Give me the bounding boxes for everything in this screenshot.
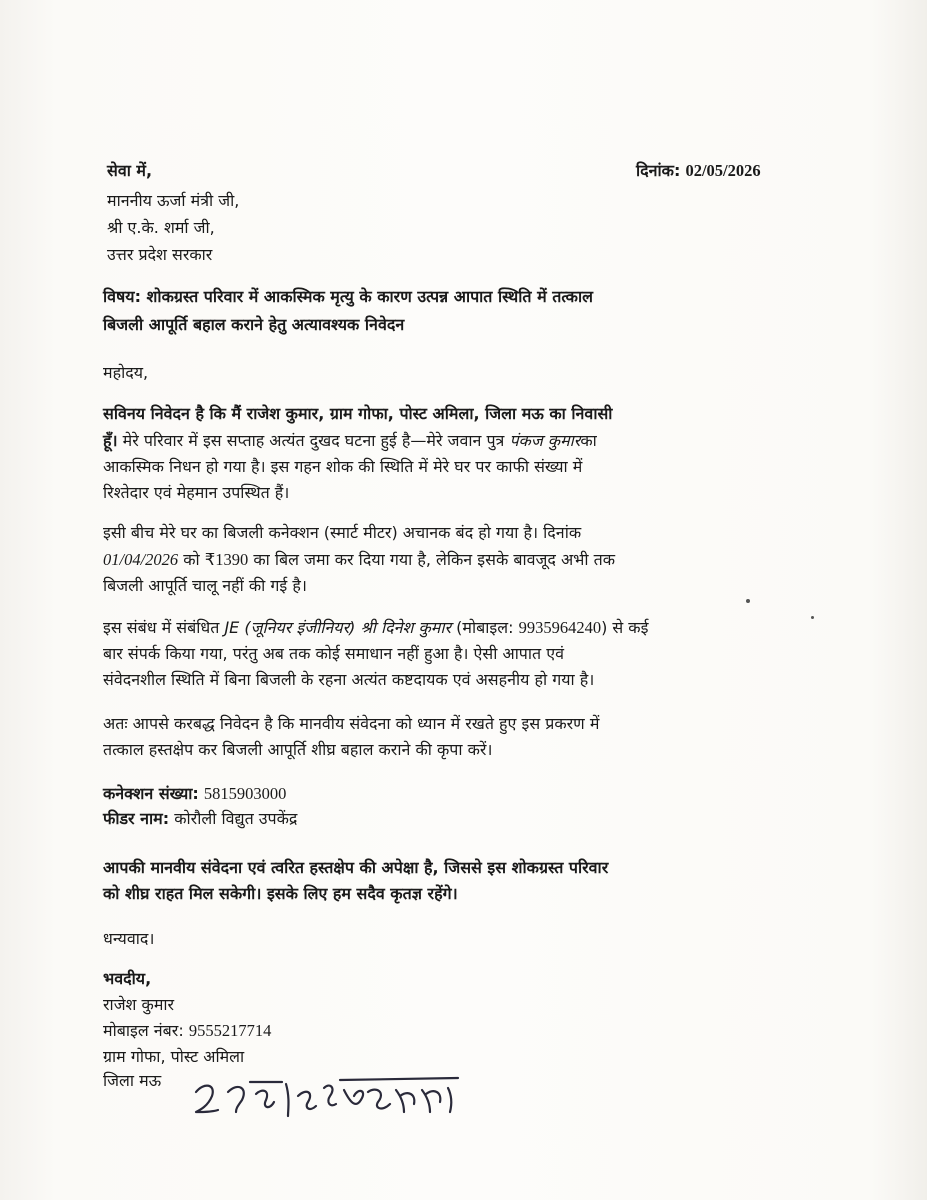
je-mobile: 9935964240 bbox=[518, 618, 602, 637]
para3-text-b: (मोबाइल: bbox=[451, 618, 519, 637]
sender-name: राजेश कुमार bbox=[103, 995, 175, 1014]
para1-text-b: का bbox=[580, 431, 597, 450]
para3-text-c: ) से कई bbox=[601, 618, 649, 637]
connection-value: 5815903000 bbox=[203, 784, 287, 803]
para3-line-2: बार संपर्क किया गया, परंतु अब तक कोई समाधान नहीं हुआ है। ऐसी आपात एवं bbox=[103, 644, 564, 663]
subject-text-1: शोकग्रस्त परिवार में आकस्मिक मृत्यु के कारण उत्पन्न आपात स्थिति में तत्काल bbox=[146, 287, 593, 306]
para2-text-a: को bbox=[178, 550, 205, 569]
para3-line-1 bbox=[103, 617, 648, 639]
para3-text-a: इस संबंध में संबंधित bbox=[103, 618, 225, 637]
address-line-1: ग्राम गोफा, पोस्ट अमिला bbox=[103, 1047, 245, 1066]
date-label: दिनांक: bbox=[636, 161, 681, 180]
mobile-label: मोबाइल नंबर: bbox=[103, 1021, 184, 1040]
para3-line-3: संवेदनशील स्थिति में बिना बिजली के रहना अत्यंत कष्टदायक एवं असहनीय हो गया है। bbox=[103, 670, 595, 689]
salutation-to: सेवा में, bbox=[107, 161, 153, 180]
address-line-2: जिला मऊ bbox=[103, 1071, 162, 1090]
date-block bbox=[636, 160, 761, 182]
son-name: पंकज कुमार bbox=[509, 431, 581, 450]
para2-text-b: का बिल जमा कर दिया गया है, लेकिन इसके बावजूद अभी तक bbox=[248, 550, 616, 569]
para1-line-3: आकस्मिक निधन हो गया है। इस गहन शोक की स्थिति में मेरे घर पर काफी संख्या में bbox=[103, 457, 583, 476]
recipient-line-1: माननीय ऊर्जा मंत्री जी, bbox=[107, 191, 240, 210]
connection-number-row bbox=[103, 783, 286, 805]
feeder-label: फीडर नाम: bbox=[103, 809, 170, 828]
connection-label: कनेक्शन संख्या: bbox=[103, 784, 199, 803]
para1-bold-word: हूँ। bbox=[103, 431, 118, 450]
para1-text-a: मेरे परिवार में इस सप्ताह अत्यंत दुखद घटना हुई है—मेरे जवान पुत्र bbox=[117, 431, 510, 450]
feeder-value: कोरौली विद्युत उपकेंद्र bbox=[174, 809, 298, 828]
thanks: धन्यवाद। bbox=[103, 929, 155, 948]
handwritten-signature bbox=[190, 1068, 480, 1138]
closing-line-1: आपकी मानवीय संवेदना एवं त्वरित हस्तक्षेप की अपेक्षा है, जिससे इस शोकग्रस्त परिवार bbox=[103, 858, 609, 877]
para2-line-3: बिजली आपूर्ति चालू नहीं की गई है। bbox=[103, 576, 307, 595]
date-value: 02/05/2026 bbox=[685, 161, 761, 180]
scan-speck bbox=[746, 599, 750, 603]
feeder-row bbox=[103, 808, 297, 830]
subject-line-1 bbox=[103, 286, 593, 308]
para2-line-1: इसी बीच मेरे घर का बिजली कनेक्शन (स्मार्ट मीटर) अचानक बंद हो गया है। दिनांक bbox=[103, 523, 582, 542]
para1-line-1: सविनय निवेदन है कि मैं राजेश कुमार, ग्राम गोफा, पोस्ट अमिला, जिला मऊ का निवासी bbox=[103, 404, 613, 423]
payment-date: 01/04/2026 bbox=[103, 550, 179, 569]
greeting: महोदय, bbox=[103, 363, 149, 382]
bill-amount: ₹1390 bbox=[204, 550, 249, 569]
sender-mobile-row bbox=[103, 1020, 271, 1042]
scan-speck bbox=[811, 616, 814, 619]
sign-off: भवदीय, bbox=[103, 969, 152, 988]
para1-line-4: रिश्तेदार एवं मेहमान उपस्थित हैं। bbox=[103, 483, 290, 502]
je-name: JE (जूनियर इंजीनियर) श्री दिनेश कुमार bbox=[224, 618, 452, 637]
closing-line-2: को शीघ्र राहत मिल सकेगी। इसके लिए हम सदैव कृतज्ञ रहेंगे। bbox=[103, 884, 458, 903]
para2-line-2 bbox=[103, 549, 615, 571]
mobile-value: 9555217714 bbox=[188, 1021, 272, 1040]
recipient-line-3: उत्तर प्रदेश सरकार bbox=[107, 245, 213, 264]
recipient-line-2: श्री ए.के. शर्मा जी, bbox=[107, 218, 215, 237]
subject-label: विषय: bbox=[103, 287, 141, 306]
subject-line-2: बिजली आपूर्ति बहाल कराने हेतु अत्यावश्यक निवेदन bbox=[103, 315, 405, 334]
para4-line-2: तत्काल हस्तक्षेप कर बिजली आपूर्ति शीघ्र बहाल कराने की कृपा करें। bbox=[103, 740, 493, 759]
para1-line-2 bbox=[103, 430, 597, 452]
para4-line-1: अतः आपसे करबद्ध निवेदन है कि मानवीय संवेदना को ध्यान में रखते हुए इस प्रकरण में bbox=[103, 714, 600, 733]
